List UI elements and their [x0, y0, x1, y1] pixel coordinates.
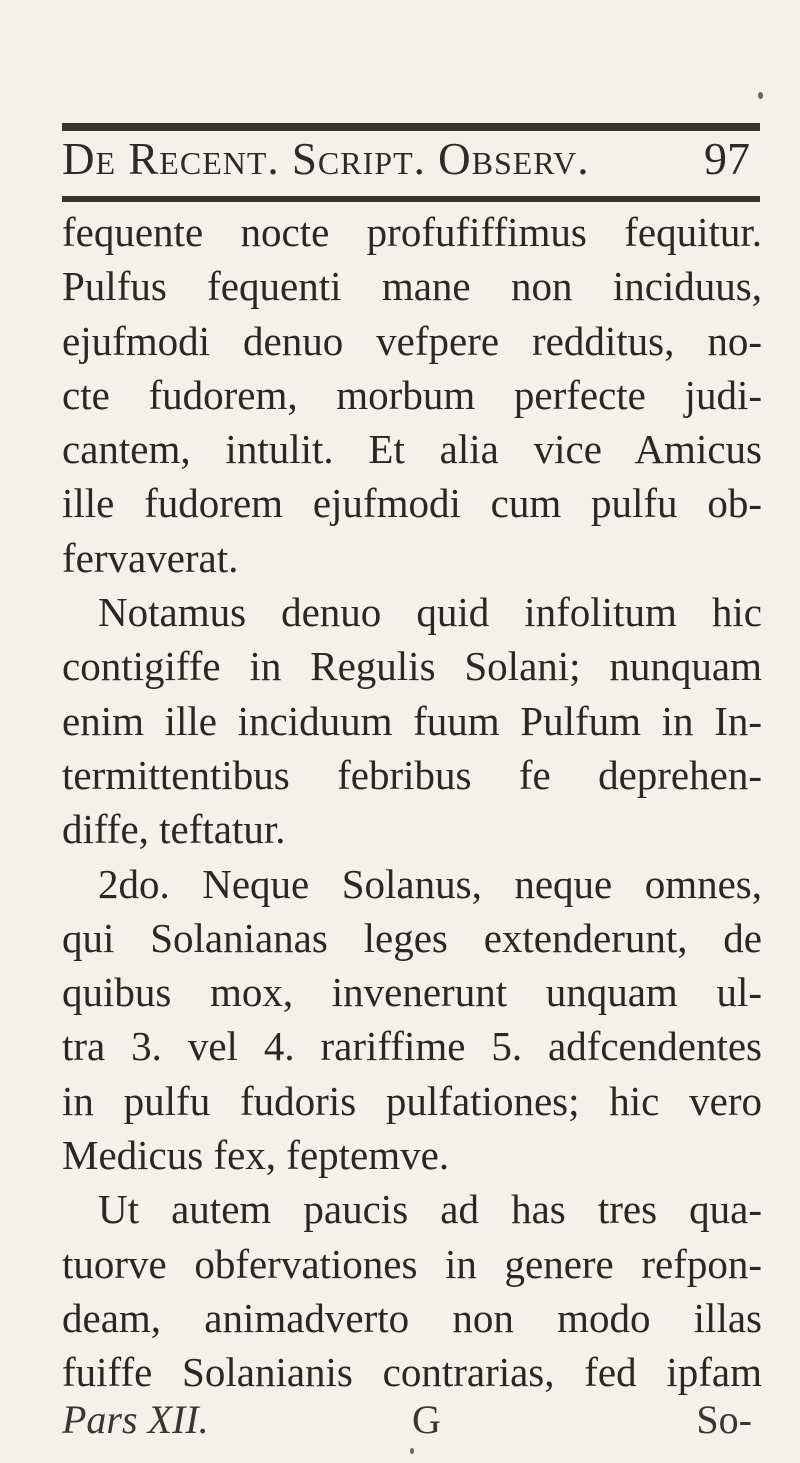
catchword: So- [696, 1397, 752, 1442]
text-line: diffe, teftatur. [62, 806, 286, 853]
running-header [62, 132, 760, 192]
text-line: quibus mox, invenerunt unquam ul- [62, 969, 762, 1016]
text-line: fuiffe Solanianis contrarias, fed ipfam [62, 1349, 762, 1396]
text-line: Notamus denuo quid infolitum hic [98, 589, 762, 636]
ink-speck [410, 1448, 414, 1454]
text-line: cantem, intulit. Et alia vice Amicus [62, 426, 762, 473]
text-line: Pulfus fequenti mane non inciduus, [62, 263, 762, 310]
header-rule-bottom [62, 196, 760, 202]
text-line: qui Solanianas leges extenderunt, de [62, 914, 762, 961]
text-line: termittentibus febribus fe deprehen- [62, 751, 762, 798]
text-line: 2do. Neque Solanus, neque omnes, [98, 860, 762, 907]
page-footer [62, 1396, 762, 1446]
text-line: tra 3. vel 4. rariffime 5. adfcendentes [62, 1023, 762, 1070]
text-line: fervaverat. [62, 534, 239, 581]
ink-speck [758, 92, 763, 99]
text-line: enim ille inciduum fuum Pulfum in In- [62, 697, 762, 744]
text-line: deam, animadverto non modo illas [62, 1294, 762, 1341]
body-text [62, 205, 762, 1400]
text-line: contigiffe in Regulis Solani; nunquam [62, 643, 762, 690]
header-rule-top [62, 123, 760, 131]
text-line: Ut autem paucis ad has tres qua- [98, 1186, 762, 1233]
text-line: tuorve obfervationes in genere refpon- [62, 1240, 762, 1287]
text-line: cte fudorem, morbum perfecte judi- [62, 371, 762, 418]
page-number: 97 [704, 133, 750, 184]
text-line: Medicus fex, feptemve. [62, 1132, 450, 1179]
text-line: fequente nocte profufiffimus fequitur. [62, 209, 762, 255]
text-line: ejufmodi denuo vefpere redditus, no- [62, 317, 762, 364]
running-title: De Recent. Script. Observ. [62, 134, 590, 184]
text-line: ille fudorem ejufmodi cum pulfu ob- [62, 480, 762, 527]
text-line: in pulfu fudoris pulfationes; hic vero [62, 1077, 762, 1124]
signature-label: Pars XII. [62, 1397, 209, 1442]
signature-mark: G [412, 1397, 441, 1442]
